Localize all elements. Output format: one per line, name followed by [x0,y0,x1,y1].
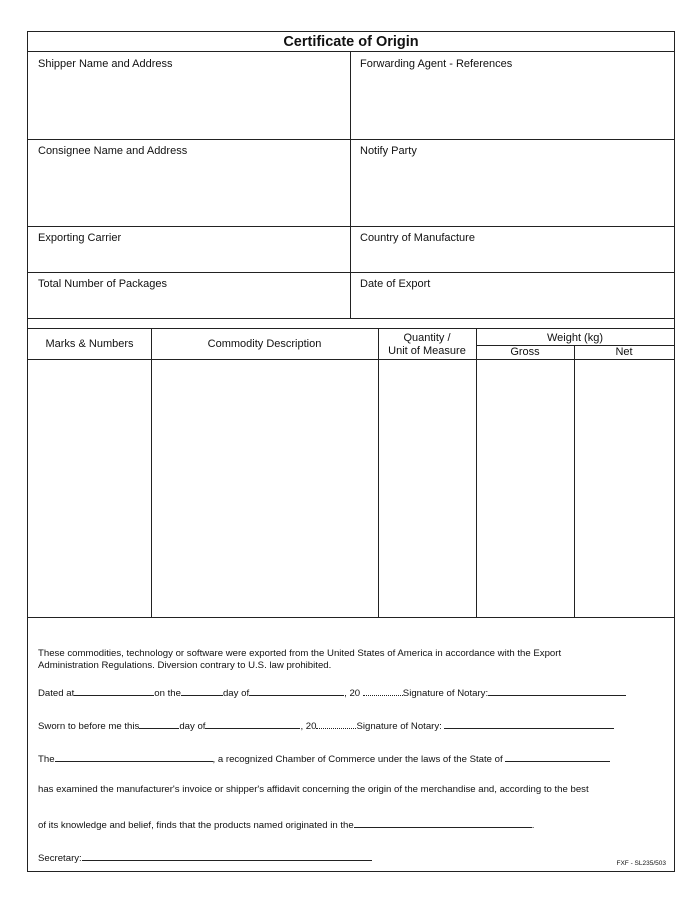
total-packages-label: Total Number of Packages [38,278,168,290]
table-top-border [28,328,674,329]
secretary-line [38,850,372,865]
marks-numbers-cell[interactable] [28,360,151,617]
dated-month-blank[interactable] [249,685,344,696]
chamber-state-blank[interactable] [505,751,610,762]
country-of-manufacture-label: Country of Manufacture [360,232,475,244]
shipper-field[interactable] [28,52,350,139]
knowledge-period: . [531,820,535,831]
form-title: Certificate of Origin [28,32,674,52]
forwarding-agent-field[interactable] [350,52,674,139]
form-code: FXF - SL235/503 [616,860,666,867]
dated-signature-label: Signature of Notary: [402,688,489,699]
total-packages-field[interactable] [28,272,350,318]
header-marks-numbers: Marks & Numbers [45,338,134,350]
header-commodity-description: Commodity Description [207,338,322,350]
origin-country-blank[interactable] [354,817,532,828]
sworn-signature-label: Signature of Notary: [356,721,445,732]
chamber-line [38,751,610,766]
header-net: Net [615,346,633,358]
exporting-carrier-field[interactable] [28,226,350,272]
day-of-label: day of [222,688,250,699]
quantity-cell[interactable] [378,360,476,617]
header-weight: Weight (kg) [546,332,604,344]
forwarding-agent-label: Forwarding Agent - References [360,58,513,70]
country-of-manufacture-field[interactable] [350,226,674,272]
date-of-export-field[interactable] [350,272,674,318]
chamber-recognized-text: , a recognized Chamber of Commerce under the laws of the State of [212,754,506,765]
dated-year-blank[interactable] [363,686,403,696]
header-quantity-line1: Quantity / [403,332,451,344]
table-bottom-border [28,617,674,618]
export-statement-line2: Administration Regulations. Diversion contrary to U.S. law prohibited. [38,660,332,671]
sworn-day-blank[interactable] [139,718,179,729]
knowledge-text: of its knowledge and belief, finds that the products named originated in the [38,820,354,831]
secretary-label: Secretary: [38,853,82,864]
dated-day-blank[interactable] [181,685,223,696]
dated-year-prefix: , 20 [344,688,361,699]
exporting-carrier-label: Exporting Carrier [38,232,122,244]
chamber-name-blank[interactable] [55,751,213,762]
secretary-signature-blank[interactable] [82,850,372,861]
sworn-year-prefix: , 20 [300,721,317,732]
sworn-notary-signature-blank[interactable] [444,718,614,729]
dated-line [38,685,626,700]
row-divider [28,318,674,319]
export-statement-line1: These commodities, technology or software were exported from the United States of America in accordance with the Export [38,648,562,659]
sworn-line [38,718,614,733]
examined-line: has examined the manufacturer's invoice or shipper's affidavit concerning the origin of the merchandise and, according to the best [38,784,589,795]
certificate-form [27,31,675,872]
gross-weight-cell[interactable] [476,360,574,617]
sworn-label: Sworn to before me this [38,721,140,732]
header-quantity [378,332,476,358]
consignee-field[interactable] [28,139,350,226]
shipper-label: Shipper Name and Address [38,58,173,70]
commodity-description-cell[interactable] [151,360,378,617]
header-gross: Gross [510,346,540,358]
notify-party-field[interactable] [350,139,674,226]
sworn-month-blank[interactable] [205,718,300,729]
knowledge-line [38,817,534,832]
dated-at-label: Dated at [38,688,75,699]
consignee-label: Consignee Name and Address [38,145,188,157]
chamber-the-label: The [38,754,55,765]
on-the-label: on the [154,688,181,699]
sworn-day-of-label: day of [179,721,206,732]
header-quantity-line2: Unit of Measure [388,345,466,357]
notify-party-label: Notify Party [360,145,417,157]
dated-notary-signature-blank[interactable] [488,685,626,696]
dated-at-place-blank[interactable] [74,685,154,696]
date-of-export-label: Date of Export [360,278,431,290]
sworn-year-blank[interactable] [316,719,356,729]
net-weight-cell[interactable] [574,360,674,617]
export-statement [38,648,561,672]
